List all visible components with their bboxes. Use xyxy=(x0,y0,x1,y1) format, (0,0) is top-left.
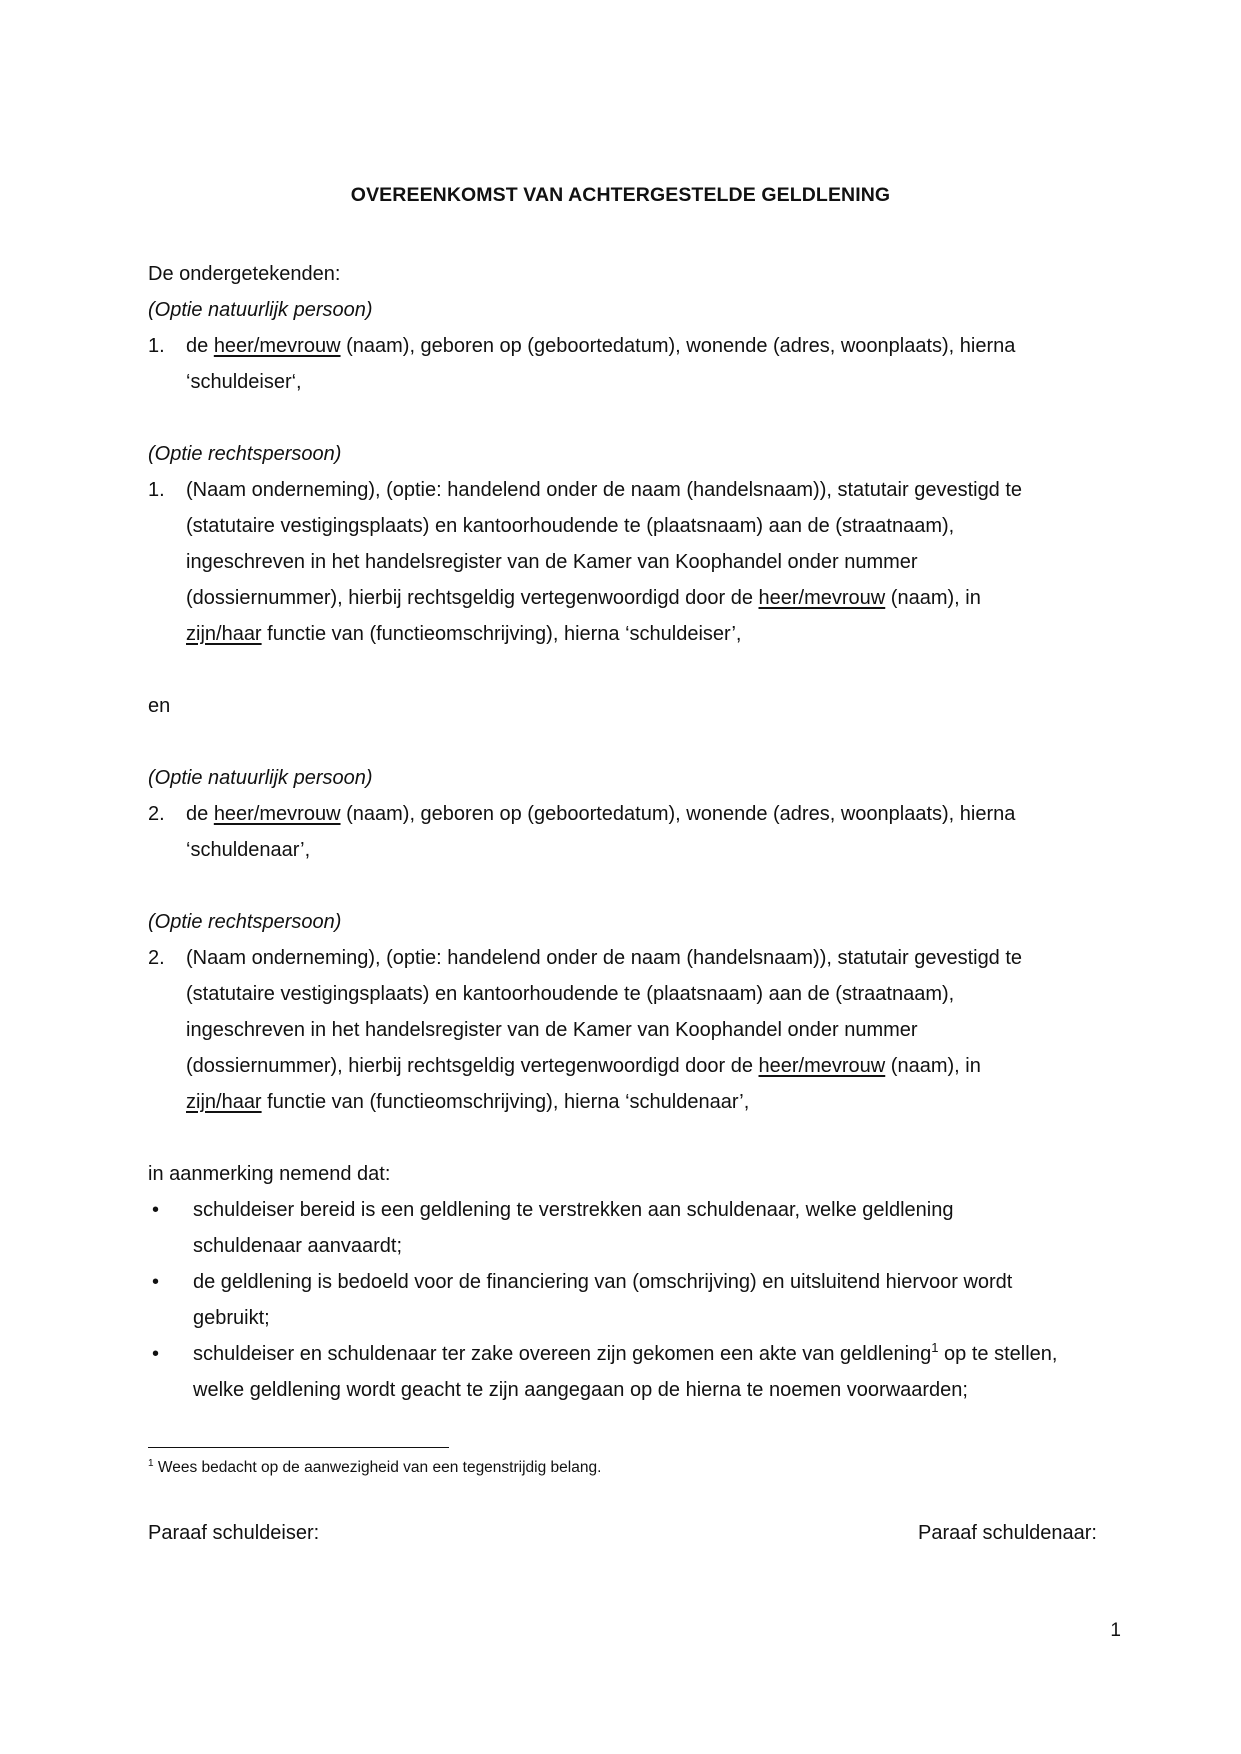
connector-text: en xyxy=(148,695,171,717)
bullet-icon: • xyxy=(152,1271,160,1293)
initials-debtor: Paraaf schuldenaar: xyxy=(917,1522,1097,1544)
text-fragment: (dossiernummer), hierbij rechtsgeldig vertegenwoordigd door de xyxy=(186,587,759,609)
text-line: de geldlening is bedoeld voor de financiering van (omschrijving) en uitsluitend hiervoor wordt xyxy=(193,1271,1013,1293)
underlined-term: heer/mevrouw xyxy=(758,587,886,609)
text-fragment: op te stellen, xyxy=(938,1343,1058,1365)
text-fragment: functie van (functieomschrijving), hierna ‘schuldeiser’, xyxy=(261,623,742,645)
party1-option-legal: (Optie rechtspersoon) xyxy=(148,443,342,465)
footnote-divider xyxy=(148,1447,449,1448)
party2-legal-item xyxy=(148,940,1108,1120)
party2-option-natural: (Optie natuurlijk persoon) xyxy=(148,767,373,789)
spacer xyxy=(148,652,1108,688)
party1-natural-item xyxy=(148,328,1108,400)
text-fragment: (naam), geboren op (geboortedatum), wonende (adres, woonplaats), hierna xyxy=(340,335,1016,357)
text-fragment: functie van (functieomschrijving), hierna ‘schuldenaar’, xyxy=(261,1091,750,1113)
spacer xyxy=(148,724,1108,760)
bullet-item xyxy=(148,1192,1108,1264)
party2-option-legal: (Optie rechtspersoon) xyxy=(148,911,342,933)
page-number: 1 xyxy=(1110,1620,1121,1641)
spacer xyxy=(148,868,1108,904)
item-number: 1. xyxy=(148,335,165,357)
underlined-term: zijn/haar xyxy=(186,623,262,645)
text-line: (statutaire vestigingsplaats) en kantoorhoudende te (plaatsnaam) aan de (straatnaam), xyxy=(186,515,955,537)
spacer xyxy=(148,400,1108,436)
text-line: welke geldlening wordt geacht te zijn aangegaan op de hierna te noemen voorwaarden; xyxy=(193,1379,968,1401)
spacer xyxy=(148,1120,1108,1156)
party1-legal-item xyxy=(148,472,1108,652)
footnote xyxy=(148,1459,601,1477)
text-fragment: (naam), in xyxy=(885,1055,981,1077)
bullet-item xyxy=(148,1264,1108,1336)
text-line: schuldeiser bereid is een geldlening te verstrekken aan schuldenaar, welke geldlening xyxy=(193,1199,954,1221)
bullet-icon: • xyxy=(152,1343,160,1365)
text-line: (Naam onderneming), (optie: handelend onder de naam (handelsnaam)), statutair gevestigd te xyxy=(186,947,1023,969)
party1-option-natural: (Optie natuurlijk persoon) xyxy=(148,299,373,321)
item-number: 2. xyxy=(148,947,165,969)
text-line: schuldenaar aanvaardt; xyxy=(193,1235,403,1257)
party2-natural-item xyxy=(148,796,1108,868)
bullet-item xyxy=(148,1336,1108,1408)
text-line: (Naam onderneming), (optie: handelend onder de naam (handelsnaam)), statutair gevestigd te xyxy=(186,479,1023,501)
text-fragment: (dossiernummer), hierbij rechtsgeldig vertegenwoordigd door de xyxy=(186,1055,759,1077)
initials-creditor: Paraaf schuldeiser: xyxy=(148,1522,320,1544)
document-body xyxy=(148,256,1108,1408)
text-line: ingeschreven in het handelsregister van de Kamer van Koophandel onder nummer xyxy=(186,1019,918,1041)
text-line: ‘schuldenaar’, xyxy=(186,839,311,861)
text-fragment: (naam), geboren op (geboortedatum), wonende (adres, woonplaats), hierna xyxy=(340,803,1016,825)
considering-text: in aanmerking nemend dat: xyxy=(148,1163,391,1185)
footnote-number: 1 xyxy=(148,1458,154,1469)
intro-text: De ondergetekenden: xyxy=(148,263,341,285)
bullet-icon: • xyxy=(152,1199,160,1221)
text-fragment: schuldeiser en schuldenaar ter zake overeen zijn gekomen een akte van geldlening xyxy=(193,1343,932,1365)
underlined-term: heer/mevrouw xyxy=(213,335,341,357)
text-line: ingeschreven in het handelsregister van de Kamer van Koophandel onder nummer xyxy=(186,551,918,573)
text-line: (statutaire vestigingsplaats) en kantoorhoudende te (plaatsnaam) aan de (straatnaam), xyxy=(186,983,955,1005)
text-fragment: de xyxy=(186,803,214,825)
underlined-term: zijn/haar xyxy=(186,1091,262,1113)
underlined-term: heer/mevrouw xyxy=(213,803,341,825)
text-line: gebruikt; xyxy=(193,1307,270,1329)
document-title: OVEREENKOMST VAN ACHTERGESTELDE GELDLENING xyxy=(350,184,891,206)
footnote-reference[interactable]: 1 xyxy=(931,1340,939,1355)
text-fragment: (naam), in xyxy=(885,587,981,609)
item-number: 2. xyxy=(148,803,165,825)
item-number: 1. xyxy=(148,479,165,501)
footnote-text: Wees bedacht op de aanwezigheid van een tegenstrijdig belang. xyxy=(153,1459,602,1476)
text-line: ‘schuldeiser‘, xyxy=(186,371,302,393)
text-fragment: de xyxy=(186,335,214,357)
underlined-term: heer/mevrouw xyxy=(758,1055,886,1077)
